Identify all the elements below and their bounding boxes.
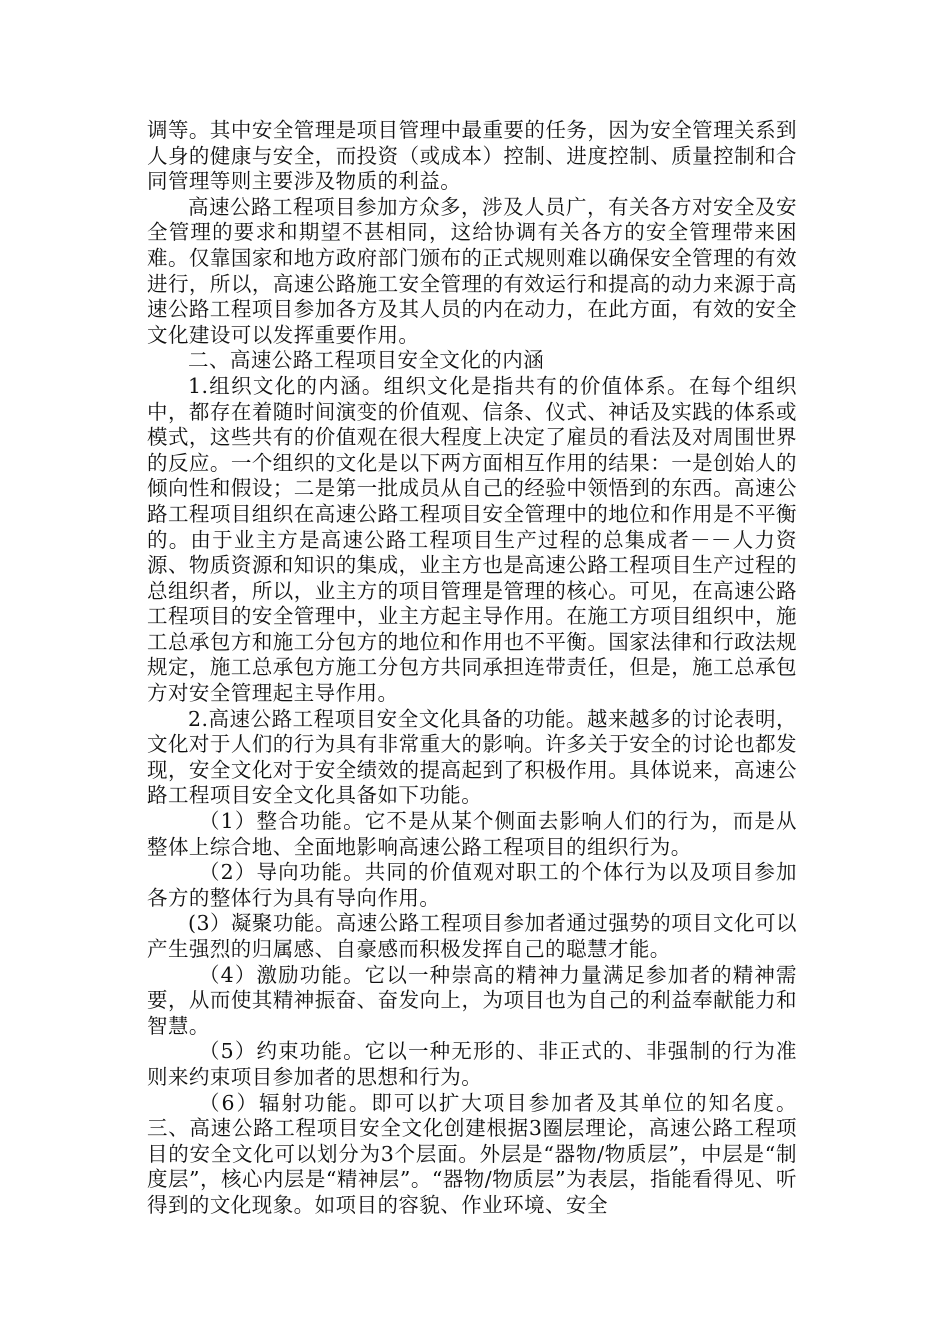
paragraph-1: 调等。其中安全管理是项目管理中最重要的任务，因为安全管理关系到人身的健康与安全，而投资（或成本）控制、进度控制、质量控制和合同管理等则主要涉及物质的利益。 — [147, 118, 797, 194]
paragraph-safety-culture-functions: 2.高速公路工程项目安全文化具备的功能。越来越多的讨论表明，文化对于人们的行为具有非常重大的影响。许多关于安全的讨论也都发现，安全文化对于安全绩效的提高起到了积极作用。具体说来，高速公路工程项目安全文化具备如下功能。 — [147, 706, 797, 808]
paragraph-constraint-function: （5）约束功能。它以一种无形的、非正式的、非强制的行为准则来约束项目参加者的思想和行为。 — [147, 1039, 797, 1089]
paragraph-guidance-function: （2）导向功能。共同的价值观对职工的个体行为以及项目参加各方的整体行为具有导向作用。 — [147, 860, 797, 910]
paragraph-motivation-function: （4）激励功能。它以一种崇高的精神力量满足参加者的精神需要，从而使其精神振奋、奋发向上，为项目也为自己的利益奉献能力和智慧。 — [147, 962, 797, 1038]
document-body — [147, 118, 797, 1219]
paragraph-integration-function: （1）整合功能。它不是从某个侧面去影响人们的行为，而是从整体上综合地、全面地影响高速公路工程项目的组织行为。 — [147, 809, 797, 859]
section-heading: 二、高速公路工程项目安全文化的内涵 — [188, 348, 545, 373]
paragraph-organizational-culture: 1.组织文化的内涵。组织文化是指共有的价值体系。在每个组织中，都存在着随时间演变的价值观、信条、仪式、神话及实践的体系或模式，这些共有的价值观在很大程度上决定了雇员的看法及对周围世界的反应。一个组织的文化是以下两方面相互作用的结果：一是创始人的倾向性和假设；二是第一批成员从自己的经验中领悟到的东西。高速公路工程项目组织在高速公路工程项目安全管理中的地位和作用是不平衡的。由于业主方是高速公路工程项目生产过程的总集成者－－人力资源、物质资源和知识的集成，业主方也是高速公路工程项目生产过程的总组织者，所以，业主方的项目管理是管理的核心。可见，在高速公路工程项目的安全管理中，业主方起主导作用。在施工方项目组织中，施工总承包方和施工分包方的地位和作用也不平衡。国家法律和行政法规规定，施工总承包方施工分包方共同承担连带责任，但是，施工总承包方对安全管理起主导作用。 — [147, 373, 797, 706]
paragraph-2: 高速公路工程项目参加方众多，涉及人员广，有关各方对安全及安全管理的要求和期望不甚相同，这给协调有关各方的安全管理带来困难。仅靠国家和地方政府部门颁布的正式规则难以确保安全管理的有效进行，所以，高速公路施工安全管理的有效运行和提高的动力来源于高速公路工程项目参加各方及其人员的内在动力，在此方面，有效的安全文化建设可以发挥重要作用。 — [147, 194, 797, 347]
paragraph-radiation-function: （6）辐射功能。即可以扩大项目参加者及其单位的知名度。三、高速公路工程项目安全文化创建根据3圈层理论，高速公路工程项目的安全文化可以划分为3个层面。外层是“器物/物质层”，中层是“制度层”，核心内层是“精神层”。“器物/物质层”为表层，指能看得见、听得到的文化现象。如项目的容貌、作业环境、安全 — [147, 1090, 797, 1217]
paragraph-cohesion-function: (3）凝聚功能。高速公路工程项目参加者通过强势的项目文化可以产生强烈的归属感、自豪感而积极发挥自己的聪慧才能。 — [147, 911, 797, 961]
